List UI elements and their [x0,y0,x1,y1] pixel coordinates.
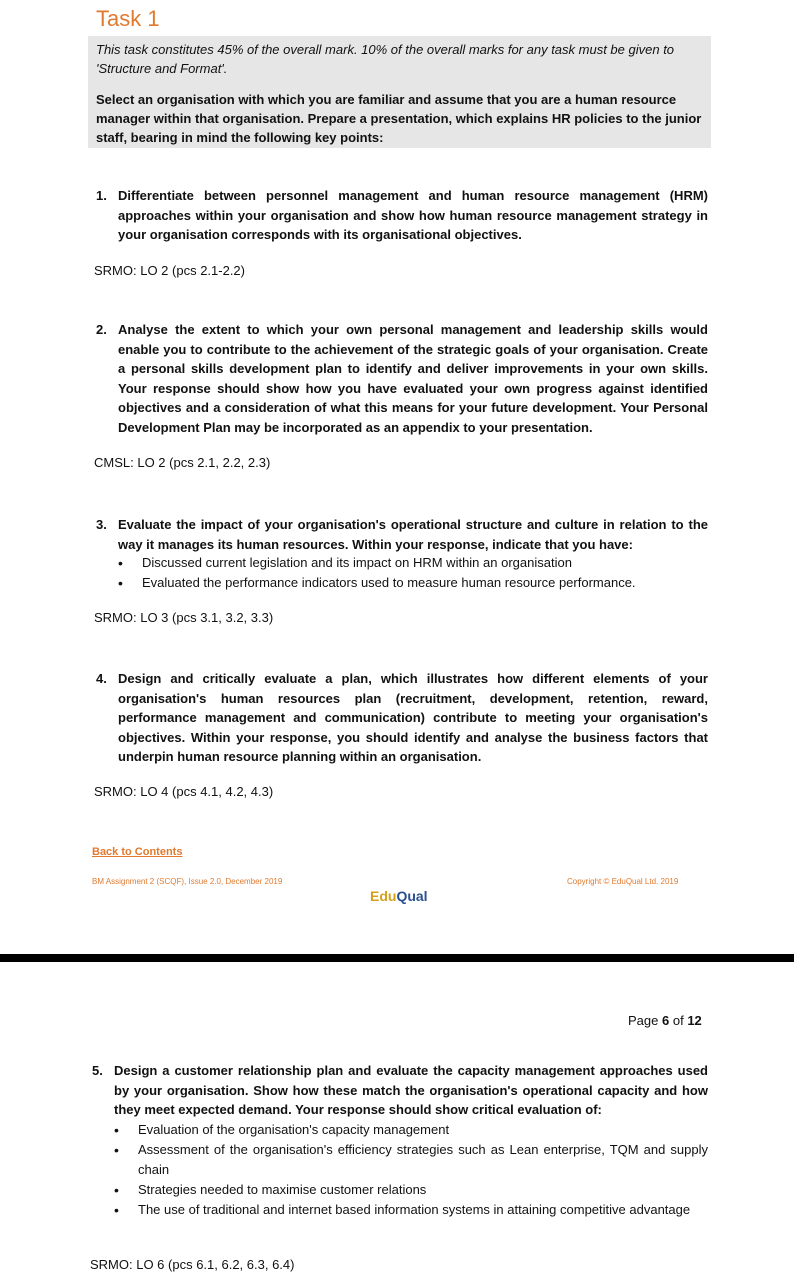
task-item-4 [96,669,708,767]
list-item: • Evaluated the performance indicators used to measure human resource performance. [118,575,636,591]
item-number: 4. [96,671,107,686]
eduqual-logo: EduQual [370,888,428,904]
footer-copyright: Copyright © EduQual Ltd. 2019 [567,877,679,886]
bullet-icon: • [114,1202,119,1218]
list-item: • Evaluation of the organisation's capacity management [114,1122,450,1138]
list-item: • Discussed current legislation and its impact on HRM within an organisation [118,555,572,571]
item-number: 1. [96,188,107,203]
task-item-1 [96,186,708,245]
page-divider [0,954,794,962]
back-to-contents-link[interactable]: Back to Contents [92,846,183,858]
item-ref-4: SRMO: LO 4 (pcs 4.1, 4.2, 4.3) [94,784,274,799]
bullet-icon: • [114,1122,119,1138]
bullet-icon: • [118,575,123,591]
list-item: • Assessment of the organisation's efficiency strategies such as Lean enterprise, TQM and supply chain [114,1140,708,1180]
item-ref-3: SRMO: LO 3 (pcs 3.1, 3.2, 3.3) [94,610,274,625]
item-text: Design and critically evaluate a plan, which illustrates how different elements of your organisation's human resources plan (recruitment, development, retention, reward, performance management and communication) contribute to meeting your organisation's objectives. Within your response, you should identify and analyse the business factors that underpin human resource planning within an organisation. [118,671,708,764]
item-text: Differentiate between personnel management and human resource management (HRM) approaches within your organisation and show how human resource management strategy in your organisation corresponds with its organisational objectives. [118,188,708,242]
intro-bold: Select an organisation with which you are familiar and assume that you are a human resource manager within that organisation. Prepare a presentation, which explains HR policies to the junior staff, bearing in mind the following key points: [96,92,702,145]
item-text: Evaluate the impact of your organisation's operational structure and culture in relation to the way it manages its human resources. Within your response, indicate that you have: [118,517,708,552]
item-text: Design a customer relationship plan and evaluate the capacity management approaches used by your organisation. Show how these match the organisation's operational capacity and how they meet expected demand. Your response should show critical evaluation of: [114,1063,708,1117]
bullet-icon: • [114,1142,119,1158]
bullet-icon: • [118,555,123,571]
item-ref-5: SRMO: LO 6 (pcs 6.1, 6.2, 6.3, 6.4) [90,1257,295,1272]
item-5-bullets [114,1120,708,1220]
bullet-icon: • [114,1182,119,1198]
item-number: 3. [96,517,107,532]
task-title: Task 1 [96,6,160,31]
list-item: • Strategies needed to maximise customer relations [114,1182,427,1198]
item-number: 2. [96,322,107,337]
item-ref-1: SRMO: LO 2 (pcs 2.1-2.2) [94,263,245,278]
item-ref-2: CMSL: LO 2 (pcs 2.1, 2.2, 2.3) [94,455,271,470]
intro-italic: This task constitutes 45% of the overall mark. 10% of the overall marks for any task must be given to 'Structure and Format'. [96,42,675,76]
item-number: 5. [92,1063,103,1078]
task-item-5 [92,1061,708,1120]
item-text: Analyse the extent to which your own personal management and leadership skills would enable you to contribute to the achievement of the strategic goals of your organisation. Create a personal skills development plan to identify and deliver improvements in your own skills. Your response should show how you have evaluated your own progress against identified objectives and a consideration of what this means for your future development. Your Personal Development Plan may be incorporated as an appendix to your presentation. [118,322,708,435]
task-item-2 [96,320,708,437]
footer-document-info: BM Assignment 2 (SCQF), Issue 2.0, December 2019 [92,877,283,886]
task-item-3 [96,515,708,554]
page-number: Page 6 of 12 [628,1013,702,1028]
item-3-bullets [118,553,708,593]
list-item: • The use of traditional and internet based information systems in attaining competitive advantage [114,1202,691,1218]
